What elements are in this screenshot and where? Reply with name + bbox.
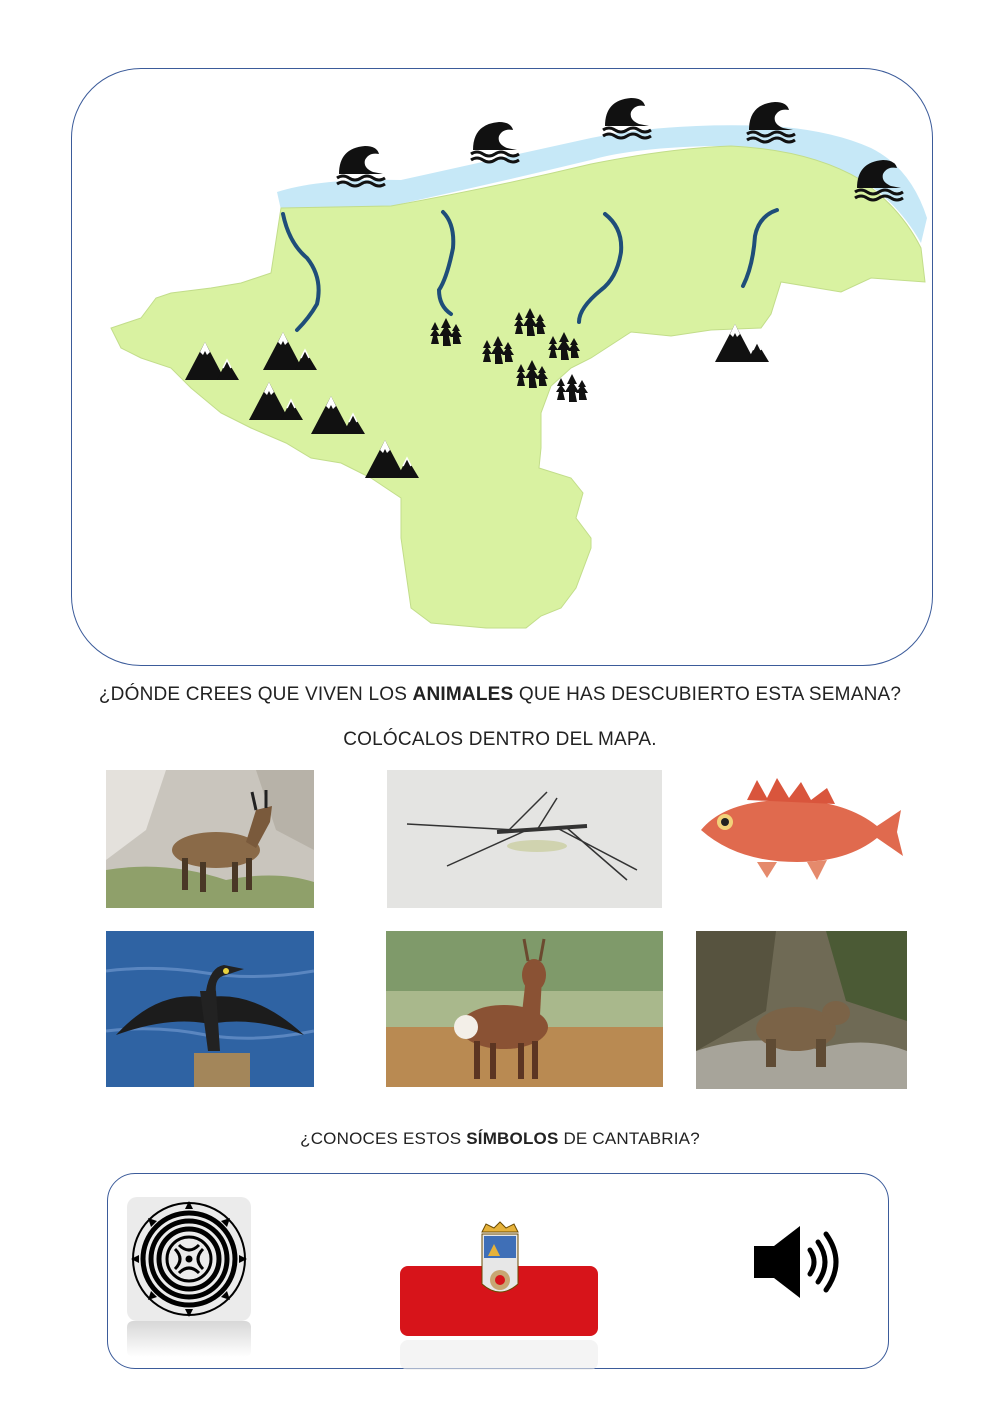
speaker-icon[interactable] — [750, 1224, 842, 1300]
instruction-text: ¿DÓNDE CREES QUE VIVEN LOS — [98, 684, 413, 705]
cormorant-photo[interactable] — [106, 931, 314, 1087]
instruction-line-2: COLÓCALOS DENTRO DEL MAPA. — [343, 729, 657, 750]
symbols-question — [0, 1129, 1000, 1149]
roe-deer-photo[interactable] — [386, 931, 663, 1087]
wave-icon — [337, 146, 385, 186]
question-text: ¿CONOCES ESTOS — [300, 1129, 467, 1148]
forest-icon — [556, 374, 588, 402]
instruction-line-1 — [0, 684, 1000, 706]
cantabrian-stele-icon[interactable] — [127, 1197, 251, 1357]
cantabria-land[interactable] — [111, 146, 925, 628]
instruction-bold: ANIMALES — [412, 684, 514, 705]
instruction-text: QUE HAS DESCUBIERTO ESTA SEMANA? — [513, 684, 902, 705]
water-strider-photo[interactable] — [387, 770, 662, 908]
chamois-photo[interactable] — [106, 770, 314, 908]
brown-bear-photo[interactable] — [696, 931, 907, 1089]
question-bold: SÍMBOLOS — [466, 1129, 559, 1148]
question-text: DE CANTABRIA? — [558, 1129, 700, 1148]
scorpionfish-photo[interactable] — [697, 770, 906, 884]
coat-of-arms-icon — [482, 1222, 518, 1292]
cantabria-map[interactable] — [71, 68, 933, 666]
wave-icon — [471, 122, 519, 162]
cantabria-flag[interactable] — [396, 1200, 602, 1370]
